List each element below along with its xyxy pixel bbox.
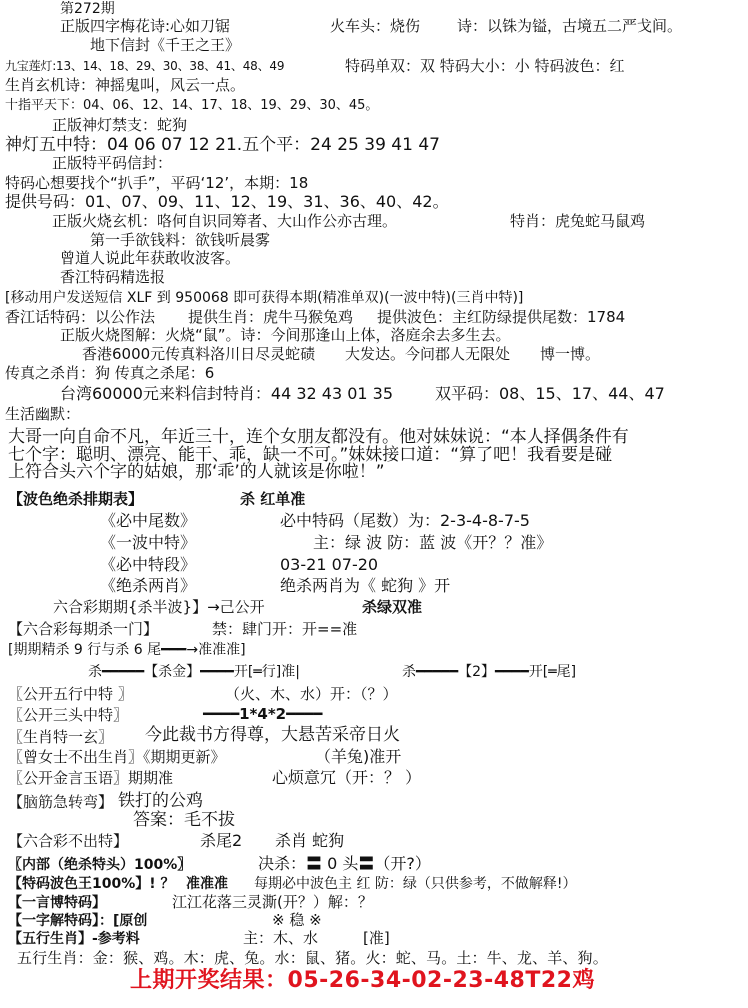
underground-envelope: 地下信封《千王之王》 [90, 36, 241, 54]
provided-wave-color: 提供波色：主红防绿提供尾数：1784 [377, 308, 626, 326]
big-fortune: 大发达。今问郡人无限处 [345, 345, 511, 363]
kill-two-label: 《绝杀两肖》 [100, 576, 197, 595]
five-element-label: 〖公开五行中特 〗 [8, 685, 133, 703]
kill-tail-line: 杀━━━━━【2】━━━━开[═尾] [402, 664, 577, 680]
three-head-label: 〖公开三头中特〗 [8, 706, 129, 724]
one-wave-value: 主：绿 波 防：蓝 波《开？？准》 [313, 533, 553, 552]
five-element-accurate: [准] [363, 929, 390, 947]
kill-two-value: 绝杀两肖为《 蛇狗 》开 [280, 576, 451, 595]
kill-zodiac-snake-dog: 杀肖 蛇狗 [275, 831, 345, 850]
train-head-text: 火车头：烧伤 [330, 17, 421, 35]
zodiac-mystery-label: 〖生肖特一玄〗 [8, 728, 114, 746]
tsang-saying: 曾道人说此年获敢收波客。 [60, 249, 241, 267]
must-segment-label: 《必中特段》 [100, 555, 197, 574]
stable-mark: ※ 稳 ※ [272, 911, 322, 929]
kill-element-tail: [期期精杀 9 行与杀 6 尾━━━→准准准] [8, 642, 246, 658]
issue-number: 第272期 [60, 1, 115, 17]
wave-kill-table-title: 【波色绝杀排期表】 [8, 490, 144, 508]
special-zodiac: 特肖：虎兔蛇马鼠鸡 [510, 212, 646, 230]
humor-line-1: 大哥一向自命不凡，年近三十，连个女朋友都没有。他对妹妹说：“本人择偶条件有 [8, 427, 629, 447]
double-flat-codes: 双平码：08、15、17、44、47 [435, 384, 665, 403]
one-wave-label: 《一波中特》 [100, 533, 197, 552]
five-element-value: （火、木、水）开：（？） [225, 685, 398, 703]
hk-saying-special: 香江话特码：以公作法 [5, 308, 156, 326]
try-your-luck: 博一博。 [540, 345, 601, 363]
five-element-list: 五行生肖：金：猴、鸡。木：虎、兔。水：鼠、猪。火：蛇、马。土：牛、龙、羊、狗。 [17, 949, 608, 967]
not-special-label: 【六合彩不出特】 [8, 832, 129, 850]
fax-kill: 传真之杀肖：狗 传真之杀尾：6 [5, 364, 215, 382]
kill-green-double: 杀绿双准 [362, 598, 423, 616]
golden-words-label: 〖公开金言玉语〗期期准 [8, 769, 174, 787]
humor-line-2: 七个字：聪明、漂亮、能干、乖，缺一不可。”妹妹接口道：“算了吧！我看要是碰 [8, 445, 613, 465]
kill-one-gate-label: 【六合彩每期杀一门】 [8, 620, 159, 638]
humor-line-3: 上符合头六个字的姑娘，那‘乖’的人就该是你啦！” [8, 462, 385, 482]
zodiac-mystery-value: 今此裁书方得尊，大悬苦采帝日火 [145, 725, 400, 745]
three-head-value: ━━━━1*4*2━━━━ [203, 705, 323, 723]
hk-selected-paper: 香江特码精选报 [60, 268, 166, 286]
ten-fingers-line: 十指平天下：04、06、12、14、17、18、19、29、30、45。 [5, 98, 379, 113]
brain-teaser-question: 铁打的公鸡 [118, 791, 203, 811]
must-tail-value: 必中特码（尾数）为：2-3-4-8-7-5 [280, 511, 530, 530]
brain-teaser-answer: 答案：毛不拔 [133, 810, 235, 830]
kill-metal-line: 杀━━━━━【杀金】━━━━开[═行]准| [88, 664, 300, 680]
poem-text: 诗：以铢为镒，古境五二严戈间。 [457, 17, 683, 35]
internal-kill-value: 决杀：〓 0 头〓（开?） [258, 854, 431, 873]
special-flat-envelope: 正版特平码信封： [52, 154, 173, 172]
fire-diagram: 正版火烧图解：火烧“鼠”。诗：今间那逢山上体，洛庭余去多生去。 [60, 326, 511, 344]
lamp-five-special: 神灯五中特：04 06 07 12 21.五个平：24 25 39 41 47 [5, 135, 440, 155]
wave-king-value: 每期必中波色主 红 防：绿（只供参考，不做解释!） [254, 876, 577, 892]
must-tail-label: 《必中尾数》 [100, 511, 197, 530]
last-draw-result-label: 上期开奖结果： [130, 968, 288, 993]
internal-kill-label: 〖内部（绝杀特头）100%〗 [8, 857, 192, 873]
brain-teaser-label: 【脑筋急转弯】 [8, 793, 114, 811]
last-draw-result-value: 05-26-34-02-23-48T22鸡 [287, 968, 595, 993]
last-draw-result [130, 970, 595, 992]
zodiac-poem: 生肖玄机诗：神摇鬼叫，风云一点。 [5, 76, 246, 94]
one-char-label: 【一字解特码】：[原创 [8, 913, 148, 929]
accurate-mark: 准准准 [186, 876, 228, 892]
plum-poem-label: 正版四字梅花诗:心如刀锯 [60, 17, 231, 35]
sms-promo: [移动用户发送短信 XLF 到 950068 即可获得本期(精准单双)(一波中特)(三肖中特)] [5, 290, 524, 306]
wave-king-label: 【特码波色王100%】! ？ [8, 876, 175, 892]
must-segment-value: 03-21 07-20 [280, 555, 379, 574]
kill-half-wave: 六合彩期期{杀半波}】→己公开 [53, 598, 265, 616]
golden-words-value: 心烦意冗（开：？ ） [272, 768, 422, 787]
special-code-pickpocket: 特码心想要找个“扒手”，平码‘12’，本期：18 [5, 174, 309, 192]
kill-one-gate-value: 禁：肆门开：开==准 [212, 620, 358, 638]
five-element-zodiac-label: 【五行生肖】-参考料 [8, 931, 140, 947]
five-element-main: 主：木、水 [243, 929, 319, 947]
first-hand-material: 第一手欲钱料：欲钱听晨雾 [90, 231, 271, 249]
one-word-special-value: 江江花落三灵澌(开？）解：？ [172, 893, 373, 911]
humor-title: 生活幽默： [5, 405, 81, 423]
ms-tsang-label: 〖曾女士不出生肖〗《期期更新》 [8, 748, 226, 766]
special-code-odd-even: 特码单双：双 特码大小：小 特码波色：红 [345, 57, 625, 75]
hk-fax-material: 香港6000元传真料洛川日尽灵蛇碛 [82, 345, 316, 363]
provided-zodiac: 提供生肖：虎牛马猴兔鸡 [188, 308, 354, 326]
taiwan-envelope: 台湾60000元来料信封特肖：44 32 43 01 35 [60, 384, 394, 403]
kill-red-odd: 杀 红单准 [240, 490, 306, 508]
genuine-lamp-forbidden: 正版神灯禁支：蛇狗 [52, 116, 188, 134]
nine-lotus-lamp: 九宝莲灯:13、14、18、29、30、38、41、48、49 [5, 59, 285, 73]
provided-numbers: 提供号码：01、07、09、11、12、19、31、36、40、42。 [5, 192, 449, 211]
one-word-special-label: 【一言博特码】 [8, 895, 106, 911]
fire-mystery-text: 正版火烧玄机：咯何自识同筹者、大山作公亦古理。 [52, 212, 398, 230]
kill-tail-2: 杀尾2 [200, 831, 243, 850]
ms-tsang-value: （羊兔)准开 [315, 747, 402, 766]
